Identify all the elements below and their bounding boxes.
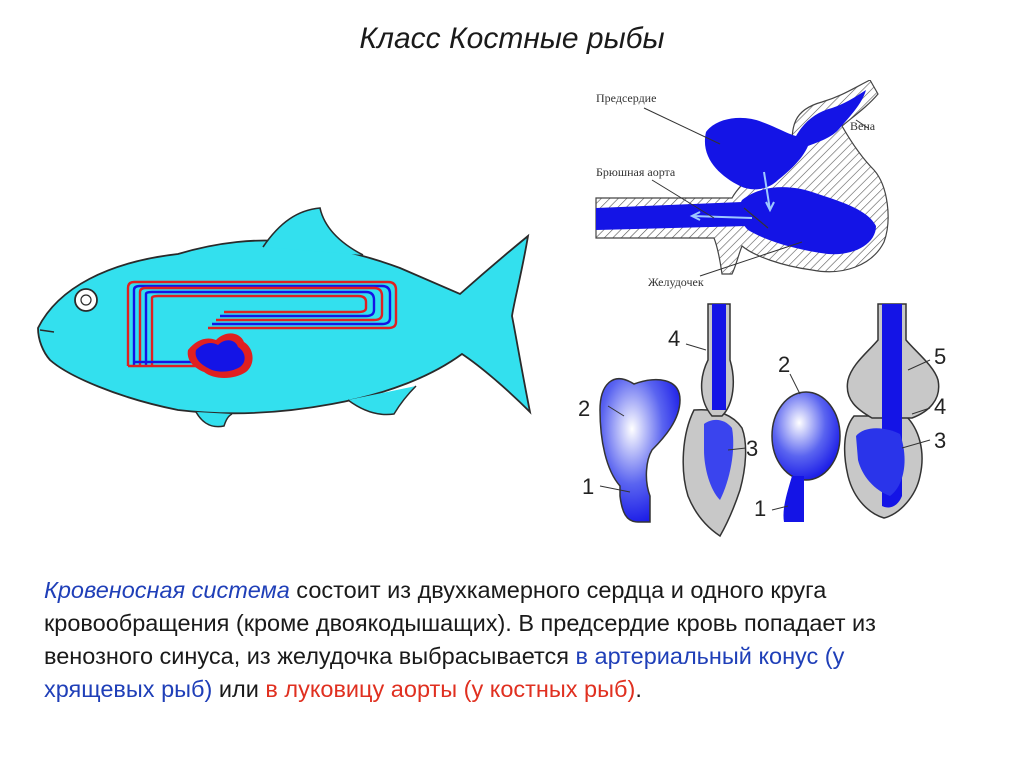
label-ventricle: Желудочек — [648, 275, 704, 289]
pelvic-fin — [196, 412, 232, 427]
caption-end: . — [635, 676, 642, 702]
numbered-hearts-diagram — [572, 300, 972, 550]
right-label-1: 1 — [754, 496, 767, 521]
left-label-3: 3 — [746, 436, 759, 461]
left-label-1: 1 — [582, 474, 595, 499]
slide-title: Класс Костные рыбы — [359, 22, 665, 55]
caption-blue-phrase: в артериальный конус (у хрящевых рыб) — [44, 643, 845, 702]
right-label-3: 3 — [934, 428, 947, 453]
label-atrium: Предсердие — [596, 91, 657, 105]
fish-circulation-figure — [28, 190, 548, 440]
caption-text — [44, 574, 944, 706]
label-ventral-aorta: Брюшная аорта — [596, 165, 676, 179]
caption-term: Кровеносная система — [44, 577, 290, 603]
caption-part2: или — [212, 676, 266, 702]
label-vein: Вена — [850, 119, 876, 133]
right-label-5: 5 — [934, 344, 947, 369]
left-label-2: 2 — [578, 396, 591, 421]
right-label-2: 2 — [778, 352, 791, 377]
left-label-4: 4 — [668, 326, 681, 351]
caption-part1: состоит из двухкамерного сердца и одного круга кровообращения (кроме двоякодышащих). В предсердие кровь попадает из венозного синуса, из желудочка выбрасывается — [44, 577, 876, 669]
heart-section-diagram — [592, 80, 892, 296]
dorsal-fin — [263, 208, 363, 255]
caption-red-phrase: в луковицу аорты (у костных рыб) — [265, 676, 636, 702]
right-label-4: 4 — [934, 394, 947, 419]
